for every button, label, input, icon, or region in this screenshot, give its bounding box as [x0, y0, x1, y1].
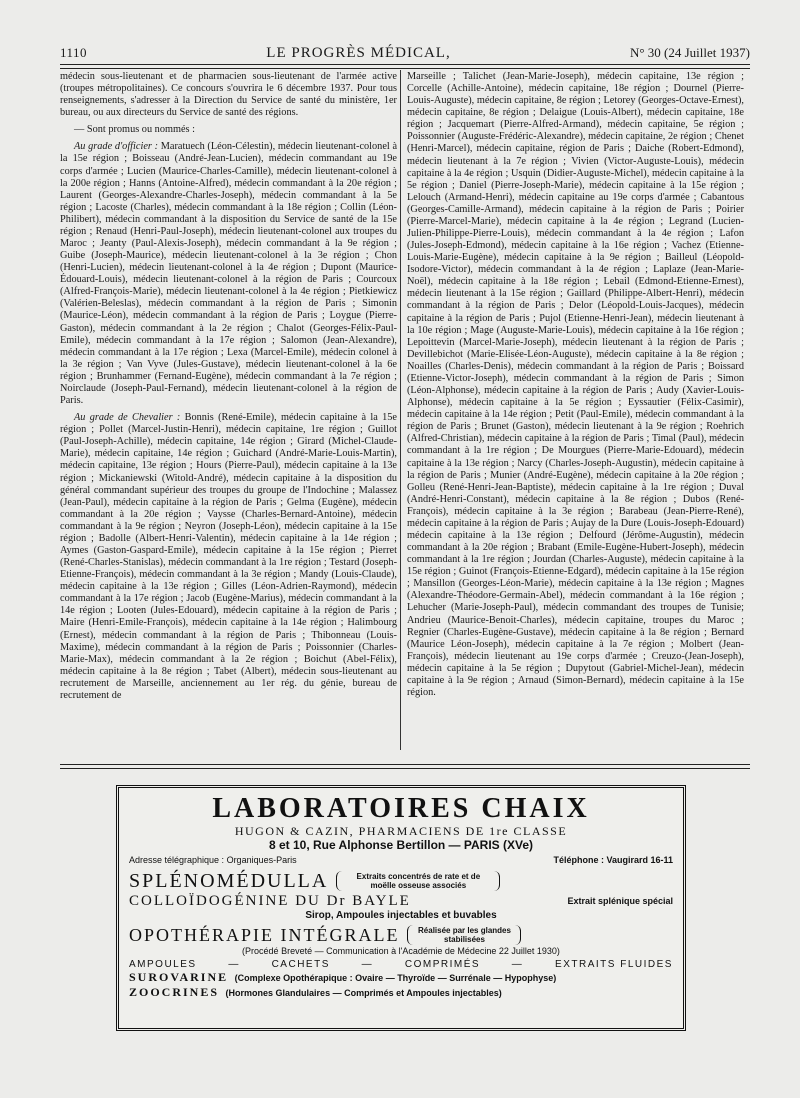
- column-divider: [400, 70, 401, 750]
- ad-product-colloidogenine: [129, 892, 673, 910]
- heading-officier: Au grade d'officier :: [74, 141, 159, 153]
- ad-product-surovarine: [129, 970, 673, 985]
- ad-forms-list: AMPOULES — CACHETS — COMPRIMÉS — EXTRAITS FLUIDES: [129, 959, 673, 970]
- heading-chevalier: Au grade de Chevalier :: [74, 412, 181, 424]
- ad-phone: Téléphone : Vaugirard 16-11: [553, 855, 673, 865]
- ad-telegraph: Adresse télégraphique : Organiques-Paris: [129, 855, 297, 865]
- issue-info: N° 30 (24 Juillet 1937): [629, 45, 750, 60]
- product-desc-surovarine: (Complexe Opothérapique : Ovaire — Thyroïde — Surrénale — Hypophyse): [234, 973, 557, 983]
- paragraph-officiers: [60, 141, 397, 407]
- product-desc-zoocrines: (Hormones Glandulaires — Comprimés et Ampoules injectables): [225, 988, 502, 998]
- ad-address: 8 et 10, Rue Alphonse Bertillon — PARIS (XVe): [268, 838, 534, 852]
- page-header: [60, 40, 750, 66]
- ad-product-zoocrines: [129, 985, 673, 1000]
- product-name-opotherapie: OPOTHÉRAPIE INTÉGRALE: [129, 925, 400, 945]
- form-comprimes: COMPRIMÉS: [404, 959, 481, 970]
- right-column: [407, 71, 744, 699]
- advertisement-chaix: [116, 785, 686, 1031]
- form-extraits-fluides: EXTRAITS FLUIDES: [555, 959, 673, 970]
- header-rule: [60, 64, 750, 69]
- paragraph-chevaliers-cont: Marseille ; Talichet (Jean-Marie-Joseph), médecin capitaine, 13e région ; Corcelle (Achille-Antoine), médecin capitaine, 18e région ; Dournel (Pierre-Louis-Auguste), médecin capitaine, 8e région ; Letorey (Georges-Octave-Ernest), médecin capitaine, 8e région ; Delaigue (Louis-Albert), médecin capitaine, 18e région ; Jacquemart (Pierre-Alfred-Armand), médecin capitaine, 5e région ; Poissonnier (Auguste-Frédéric-Alexandre), médecin capitaine, 2e région ; Chenet (Henri-Marcel), médecin capitaine, région de Paris ; Daiche (Robert-Edmond), médecin lieutenant à la 7e région ; Vivien (Victor-Auguste-Louis), médecin capitaine à la 4e région ; Usquin (Didier-Auguste-Michel), médecin capitaine à la 5e région ; Daniel (Pierre-Joseph-Marie), médecin capitaine à la 15e région ; Lelouch (Armand-Henri), médecin capitaine au 19e corps d'armée ; Cabantous (Georges-Camille-Armand), médecin capitaine à la région de Paris ; Poirier (Pierre-Marcel-Marie), médecin capitaine à la 4e région ; Legrand (Lucien-Julien-Philippe-Pierre-Louis), médecin commandant à la 4e région ; Lafon (Jules-Joseph-Edmond), médecin capitaine à la 16e région ; Vachez (Etienne-Louis-Marie-Eugène), médecin capitaine à la 9e région ; Bailleul (Léopold-Isodore-Victor), médecin commandant à la 4e région ; Laplaze (Jean-Marie-Noël), médecin capitaine à la 18e région ; Lebail (Edmond-Etienne-Ernest), médecin lieutenant à la 15e région ; Gaillard (Philippe-Albert-Henri), médecin commandant à la région de Paris ; Delor (Léopold-Louis-Jacques), médecin capitaine à la région de Paris ; Pujol (Etienne-Henri-Jean), médecin lieutenant à la 10e région ; Mage (Auguste-Marie-Louis), médecin capitaine à la 16e région ; Lepoittevin (Marcel-Marie-Joseph), médecin lieutenant à la région de Paris ; Devillebichot (Marie-Elisée-Léon-Auguste), médecin capitaine à la 8e région ; Noailles (Charles-Denis), médecin commandant à la région de Paris ; Boissard (Etienne-Victor-Joseph), médecin commandant à la région de Paris ; Simon (Léon-Alphonse), médecin capitaine à la région de Paris ; Audy (Xavier-Louis-Alphonse), médecin capitaine à la 5e région ; Eyssautier (Félix-Casimir), médecin capitaine à la 14e région ; Petit (Paul-Emile), médecin commandant à la région de Paris ; Brunet (Gaston), médecin lieutenant à la 9e région ; Roehrich (Alfred-Christian), médecin capitaine à la région de Paris ; Timal (Paul), médecin commandant à la 1re région ; De Mourgues (Pierre-Marie-Edouard), médecin capitaine à la 13e région ; Narcy (Charles-Joseph-Augustin), médecin capitaine à la région de Paris ; Munier (André-Eugène), médecin capitaine à la 20e région ; Golleu (René-Henri-Jean-Baptiste), médecin capitaine à la 1re région ; Duval (André-Henri-Constant), médecin capitaine à la 8e région ; Dubos (René-François), médecin capitaine à la 3e région ; Barabeau (Jean-Pierre-René), médecin capitaine à la région de Paris ; Aujay de la Dure (Louis-Joseph-Edouard) médecin capitaine à la 13e région ; Delfourd (Jérôme-Augustin), médecin commandant à la 20e région ; Brabant (Emile-Eugène-Hubert-Joseph), médecin commandant à la 1re région ; Jourdan (Charles-Auguste), médecin capitaine à la 15e région ; Guinot (François-Etienne-Edgard), médecin capitaine à la 15e région ; Mansillon (Georges-Léon-Marie), médecin capitaine à la 13e région ; Magnes (Alexandre-Théodore-Germain-Abel), médecin commandant à la 16e région ; Lehucher (Marie-Joseph-Paul), médecin commandant des troupes de Tunisie; Andrieu (Maurice-Benoit-Charles), médecin capitaine, troupes du Maroc ; Regnier (Charles-Eugène-Gustave), médecin capitaine à la 8e région ; Bernard (Maurice Léon-Joseph), médecin capitaine à la 7e région ; Molbert (Jean-François), médecin lieutenant au 19e corps d'armée ; Creuzo-(Jean-Joseph), médecin capitaine à la 5e région ; Dupytout (Gabriel-Michel-Jean), médecin capitaine à la 9e région ; Arnaud (Simon-Bernard), médecin capitaine à la 15e région.: [407, 71, 744, 698]
- product-note-colloidogenine: Extrait splénique spécial: [567, 896, 673, 906]
- ad-brand: LABORATOIRES CHAIX: [212, 793, 590, 824]
- product-forms-colloidogenine: Sirop, Ampoules injectables et buvables: [305, 910, 497, 921]
- ad-product-opotherapie: [129, 924, 673, 946]
- section-rule: [60, 764, 750, 769]
- ad-contact-row: [129, 854, 673, 866]
- product-name-colloidogenine: COLLOÏDOGÉNINE DU Dr BAYLE: [129, 893, 411, 909]
- officiers-list: Maratuech (Léon-Célestin), médecin lieutenant-colonel à la 15e région ; Boisseau (André-Jean-Lucien), médecin commandant au 19e corps d'armée ; Lucien (Maurice-Charles-Camille), médecin lieutenant-colonel à la 200e région ; Hanns (Antoine-Alfred), médecin commandant à la 20e région ; Laurent (Georges-Alexandre-Charles-Joseph), médecin commandant à la 5e région ; Lacoste (Charles), médecin commandant à la 18e région ; Collin (Léon-Philibert), médecin commandant à la disposition du Service de santé de la 15e région ; Renaud (Henri-Paul-Joseph), médecin lieutenant-colonel aux troupes du Maroc ; Jeanty (Paul-Alexis-Joseph), médecin commandant à la 9e région ; Guibe (Joseph-Maurice), médecin lieutenant-colonel à la 3e région ; Chon (Henri-Lucien), médecin lieutenant-colonel à la 4e région ; Dupont (Maurice-Édouard-Louis), médecin lieutenant-colonel à la région de Paris ; Courcoux (Alfred-François-Marie), médecin lieutenant-colonel à la 4e région ; Pietkiewicz (Valérien-Beleslas), médecin commandant à la région de Paris ; Simonin (Maurice-Léon), médecin commandant à la région de Paris ; Loygue (Pierre-Gaston), médecin commandant à la 2e région ; Chalot (Georges-Félix-Paul-Emile), médecin commandant à la 17e région ; Salomon (Jean-Alexandre), médecin commandant à la 17e région ; Lexa (Marcel-Emile), médecin colonel à la 3e région ; Van Vyve (Jules-Gustave), médecin lieutenant-colonel à la 6e région ; Brunhammer (Fernand-Eugène), médecin commandant à la 7e région ; Noirclaude (Joseph-Paul-Fernand), médecin lieutenant-colonel à la région de Paris.: [60, 141, 398, 407]
- ad-patent-note: (Procédé Breveté — Communication à l'Académie de Médecine 22 Juillet 1930): [242, 946, 560, 956]
- chevaliers-list: Bonnis (René-Emile), médecin capitaine à la 15e région ; Pollet (Marcel-Justin-Henri), médecin capitaine, 1re région ; Guillot (Paul-Joseph-Achille), médecin capitaine, 14e région ; Girard (Michel-Claude-Marie), médecin capitaine, 14e région ; Guichard (André-Marie-Louis-Martin), médecin capitaine, 13e région ; Hours (Pierre-Paul), médecin capitaine à la 13e région ; Mickaniewski (Witold-André), médecin capitaine à la disposition du général commandant supérieur des troupes du groupe de l'Indochine ; Malassez (Jean-Paul), médecin capitaine à la région de Paris ; Gelma (Eugène), médecin commandant à la 20e région ; Vaysse (Charles-Bernard-Antoine), médecin commandant à la 9e région ; Neyron (Joseph-Léon), médecin capitaine à la 15e région ; Badolle (Albert-Henri-Valentin), médecin capitaine à la 14e région ; Aymes (Gaston-Gaspard-Emile), médecin capitaine à la 15e région ; Pierret (René-Charles-Stanislas), médecin commandant à la 1re région ; Testard (Joseph-Etienne-François), médecin commandant à la 3e région ; Mandy (Louis-Claude), médecin capitaine à la 13e région ; Gilles (Léon-Adrien-Raymond), médecin commandant à la 17e région ; Jacob (Eugène-Marius), médecin commandant à la 14e région ; Looten (Jules-Edouard), médecin capitaine à la région de Paris ; Maire (Henri-Emile-François), médecin capitaine à la 14e région ; Halimbourg (Ernest), médecin commandant à la région de Paris ; Thibonneau (Louis-Maxime), médecin commandant à la région de Paris ; Poissonnier (Charles-Marie-Max), médecin commandant à la 2e région ; Boichut (Abel-Félix), médecin capitaine à la 8e région ; Tabet (Albert), médecin sous-lieutenant au recrutement de Marseille, anciennement au 1er rég. du génie, bureau de recrutement de: [60, 412, 397, 701]
- ad-product-splenomedulla: [129, 870, 673, 892]
- page-number: 1110: [60, 45, 88, 60]
- paragraph-chevaliers: [60, 412, 397, 702]
- product-note-splenomedulla: Extraits concentrés de rate et de moëlle osseuse associés: [336, 871, 500, 891]
- form-cachets: CACHETS: [271, 959, 330, 970]
- paragraph-concours: médecin sous-lieutenant et de pharmacien sous-lieutenant de l'armée active (troupes métropolitaines). Ce concours s'ouvrira le 6 décembre 1937. Pour tous renseignements, s'adresser à la Direction du Service de santé du ministère, 1er bureau, ou aux directeurs du Service de santé des régions.: [60, 71, 397, 119]
- product-note-opotherapie: Réalisée par les glandes stabilisées: [407, 925, 521, 945]
- form-ampoules: AMPOULES: [129, 959, 197, 970]
- journal-title: LE PROGRÈS MÉDICAL,: [266, 44, 451, 61]
- product-name-zoocrines: ZOOCRINES: [129, 985, 220, 999]
- ad-pharmacists: HUGON & CAZIN, PHARMACIENS DE 1re CLASSE: [234, 824, 568, 838]
- left-column: [60, 71, 397, 702]
- product-name-splenomedulla: SPLÉNOMÉDULLA: [129, 870, 329, 892]
- product-name-surovarine: SUROVARINE: [129, 970, 229, 984]
- paragraph-promotions-intro: — Sont promus ou nommés :: [74, 124, 195, 136]
